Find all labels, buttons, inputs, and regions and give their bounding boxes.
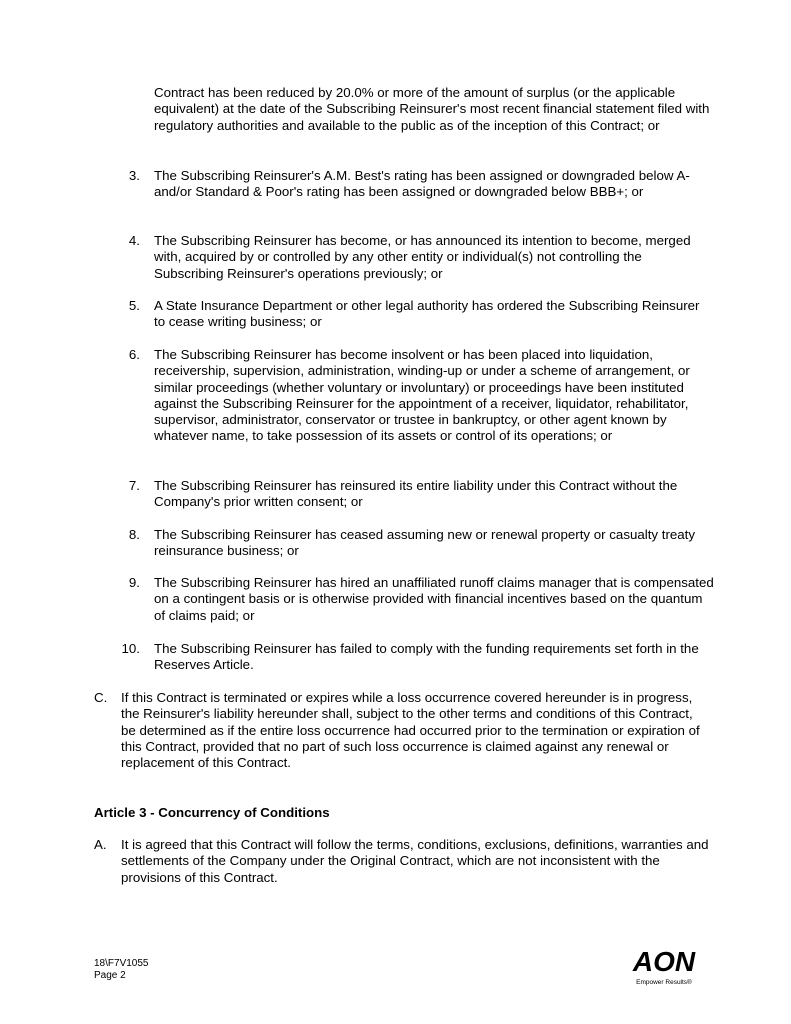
list-item-number: 8. xyxy=(128,527,140,542)
list-item-number: 6. xyxy=(128,347,140,362)
list-item-text: The Subscribing Reinsurer has become, or has announced its intention to become, merged with, acquired by or controlled by any other entity or individual(s) not controlling the Subscribing Reinsurer's operations previously; or xyxy=(154,233,691,281)
list-item-number: 9. xyxy=(128,575,140,590)
section-text: If this Contract is terminated or expires while a loss occurrence covered hereunder is in progress, the Reinsurer's liability hereunder shall, subject to the other terms and conditions of this Contract, be determined as if the entire loss occurrence had occurred prior to the termination or expiration of this Contract, provided that no part of such loss occurrence is claimed against any renewal or replacement of this Contract. xyxy=(121,690,700,771)
logo-wordmark: AON xyxy=(632,946,696,977)
list-item-text: A State Insurance Department or other legal authority has ordered the Subscribing Reinsurer to cease writing business; or xyxy=(154,298,700,330)
list-item-number: 5. xyxy=(128,298,140,313)
list-item-text: The Subscribing Reinsurer has ceased assuming new or renewal property or casualty treaty reinsurance business; or xyxy=(154,527,696,559)
list-item-text: The Subscribing Reinsurer's A.M. Best's rating has been assigned or downgraded below A- and/or Standard & Poor's rating has been assigned or downgraded below BBB+; or xyxy=(154,168,690,200)
section-text: It is agreed that this Contract will follow the terms, conditions, exclusions, definitions, warranties and settlements of the Company under the Original Contract, which are not inconsistent with the provisions of this Contract. xyxy=(121,837,709,885)
logo-tagline: Empower Results® xyxy=(636,979,692,986)
section-letter: C. xyxy=(94,690,108,705)
list-item-text: The Subscribing Reinsurer has reinsured its entire liability under this Contract without the Company's prior written consent; or xyxy=(154,478,678,510)
section-letter: A. xyxy=(94,837,107,852)
article-heading: Article 3 - Concurrency of Conditions xyxy=(94,805,330,820)
list-item-number: 10. xyxy=(121,641,140,656)
page-footer xyxy=(94,958,149,982)
list-item-text: The Subscribing Reinsurer has failed to comply with the funding requirements set forth in the Reserves Article. xyxy=(154,641,699,673)
aon-logo xyxy=(628,943,700,989)
continuation-paragraph: Contract has been reduced by 20.0% or more of the amount of surplus (or the applicable equivalent) at the date of the Subscribing Reinsurer's most recent financial statement filed with regulatory authorities and available to the public as of the inception of this Contract; or xyxy=(154,85,710,133)
list-item-text: The Subscribing Reinsurer has hired an unaffiliated runoff claims manager that is compensated on a contingent basis or is otherwise provided with financial incentives based on the quantum of claims paid; or xyxy=(154,575,714,623)
list-item-number: 7. xyxy=(128,478,140,493)
list-item-number: 3. xyxy=(128,168,140,183)
list-item-text: The Subscribing Reinsurer has become insolvent or has been placed into liquidation, receivership, supervision, administration, winding-up or under a scheme of arrangement, or similar proceedings (whether voluntary or involuntary) or proceedings have been instituted against the Subscribing Reinsurer for the appointment of a receiver, liquidator, rehabilitator, supervisor, administrator, conservator or trustee in bankruptcy, or other agent known by whatever name, to take possession of its assets or control of its operations; or xyxy=(154,347,690,444)
document-id: 18\F7V1055 xyxy=(94,958,149,969)
list-item-number: 4. xyxy=(128,233,140,248)
page-number: Page 2 xyxy=(94,970,126,981)
